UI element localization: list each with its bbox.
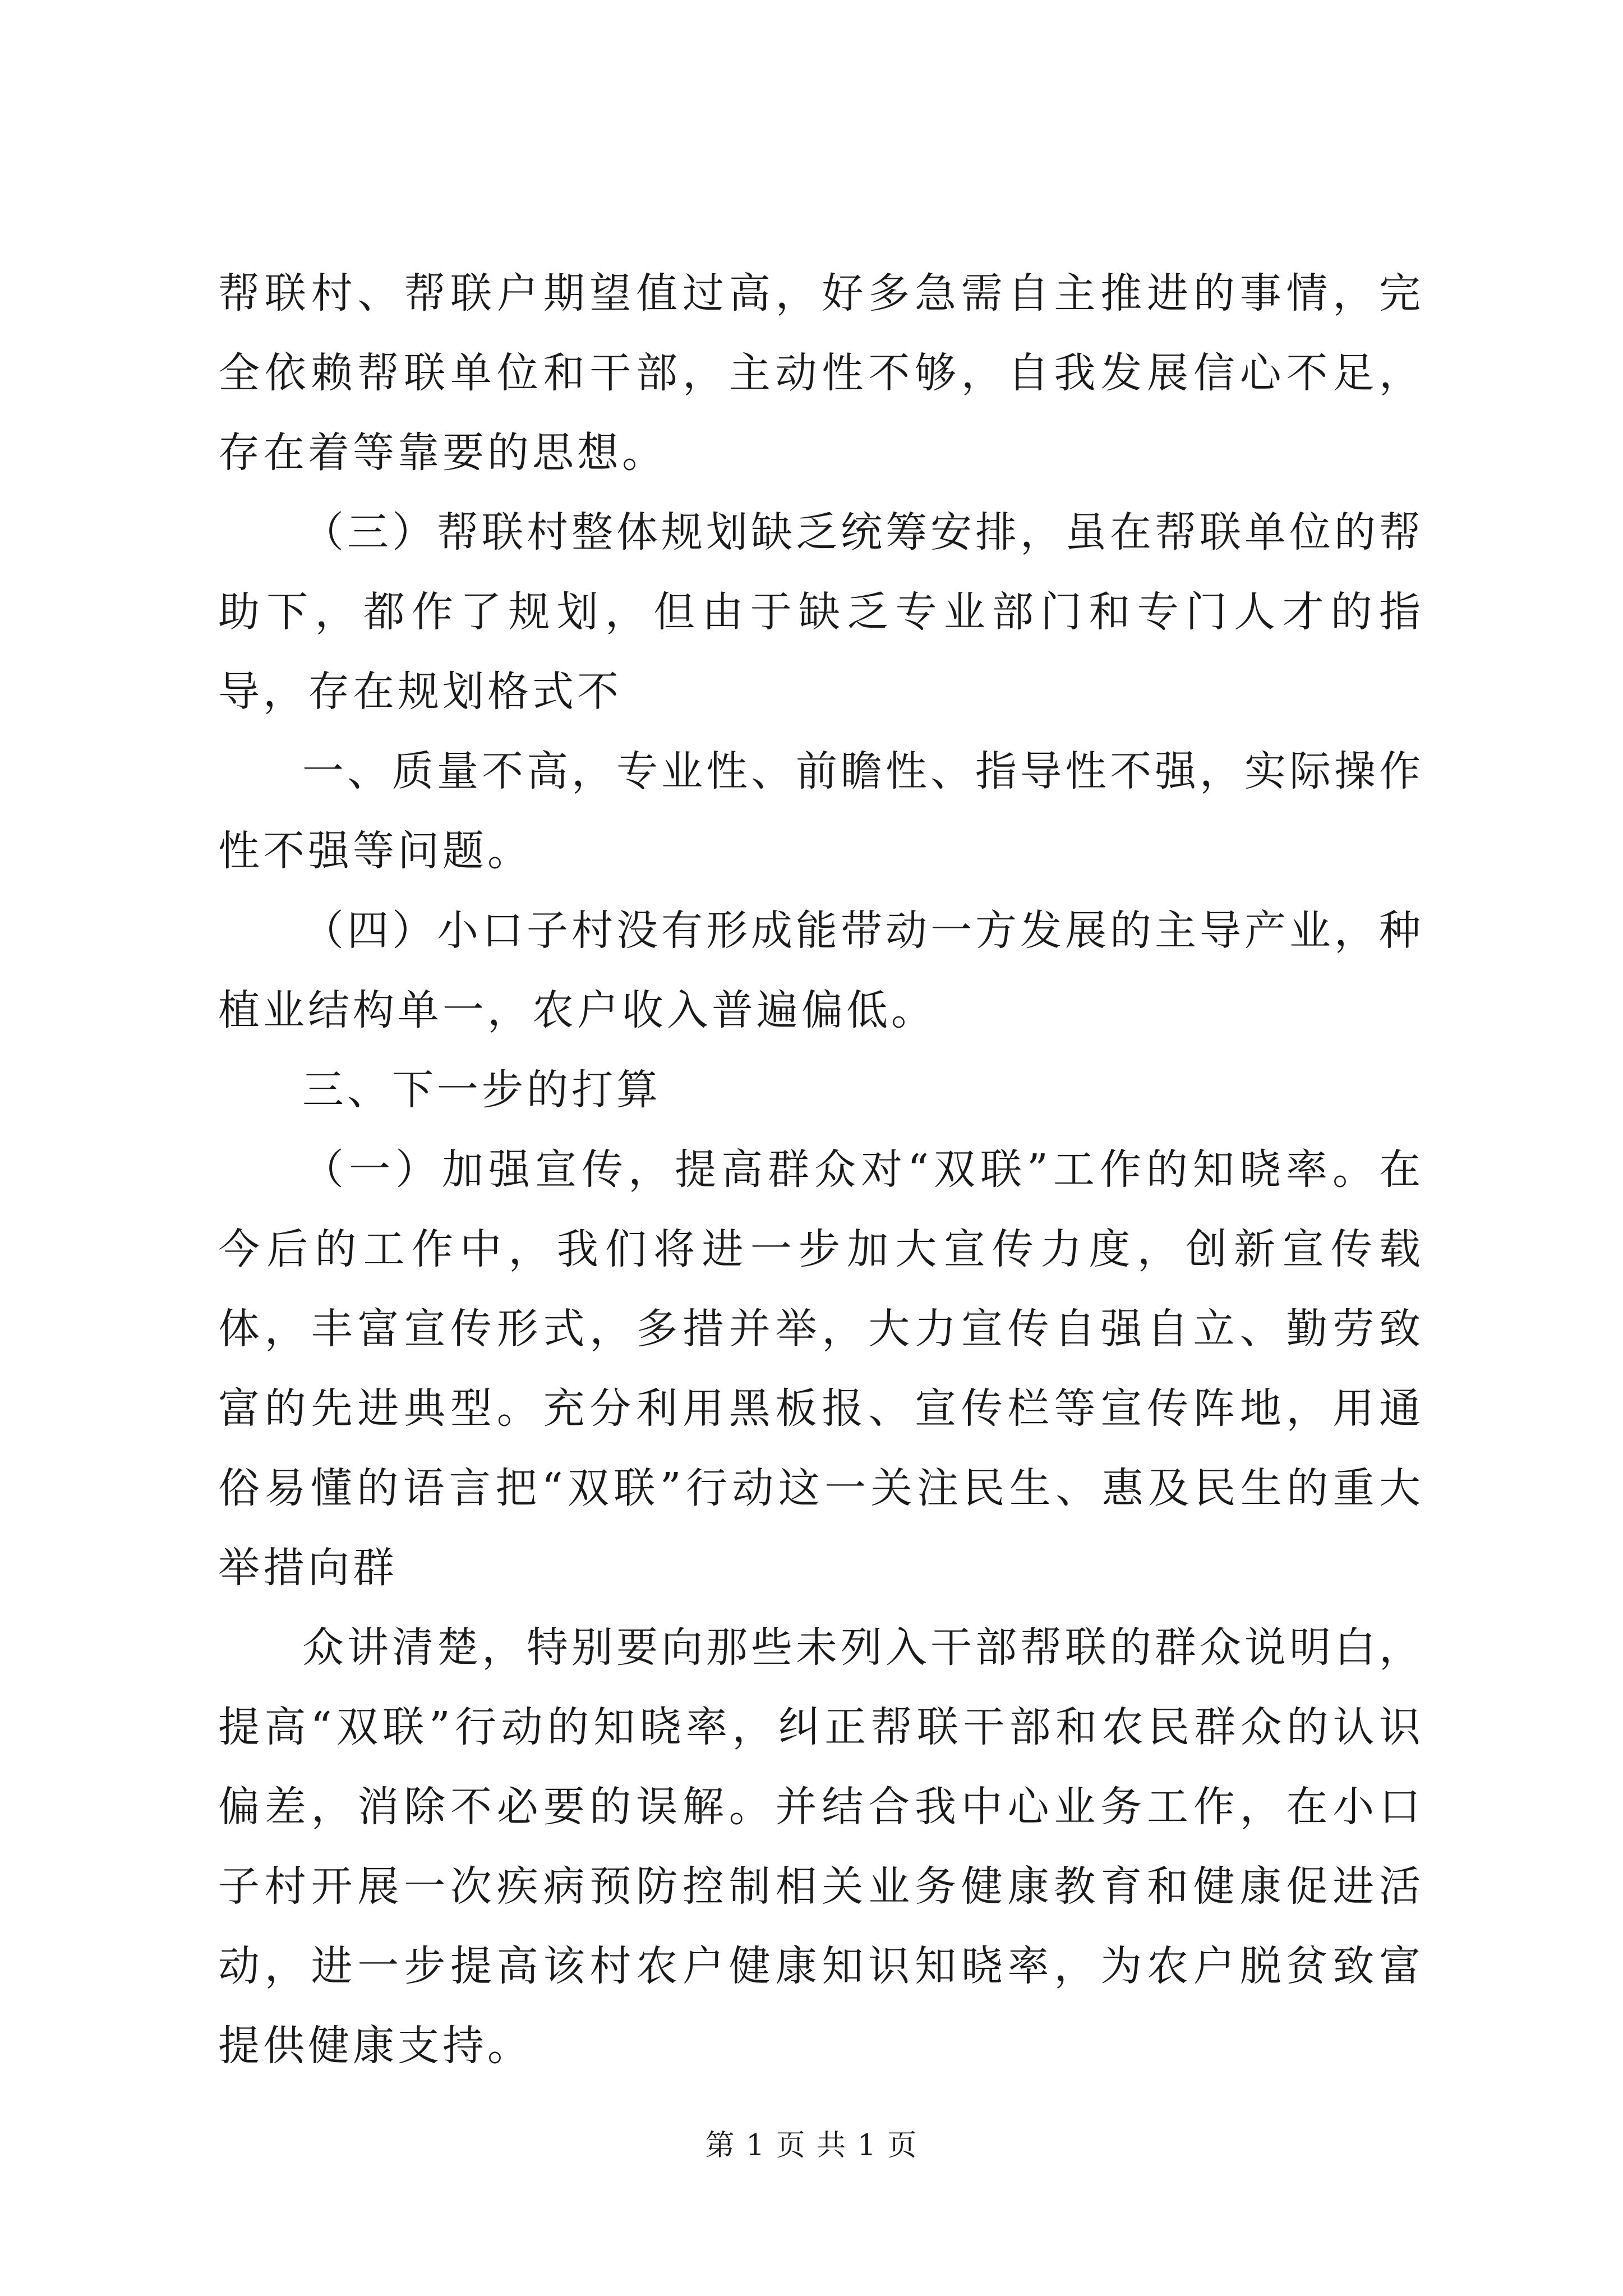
paragraph: （三）帮联村整体规划缺乏统筹安排，虽在帮联单位的帮助下，都作了规划，但由于缺乏专业部门和专门人才的指导，存在规划格式不: [218, 508, 1424, 716]
document-body: [218, 254, 1424, 2086]
paragraph: 帮联村、帮联户期望值过高，好多急需自主推进的事情，完全依赖帮联单位和干部，主动性不够，自我发展信心不足，存在着等靠要的思想。: [218, 269, 1424, 477]
paragraph: 一、质量不高，专业性、前瞻性、指导性不强，实际操作性不强等问题。: [218, 747, 1424, 875]
paragraph: （一）加强宣传，提高群众对“双联”工作的知晓率。在今后的工作中，我们将进一步加大宣传力度，创新宣传载体，丰富宣传形式，多措并举，大力宣传自强自立、勤劳致富的先进典型。充分利用黑板报、宣传栏等宣传阵地，用通俗易懂的语言把“双联”行动这一关注民生、惠及民生的重大举措向群: [218, 1145, 1424, 1592]
page-footer: 第 1 页 共 1 页: [705, 2129, 918, 2162]
section-heading: 三、下一步的打算: [302, 1066, 661, 1114]
paragraph: （四）小口子村没有形成能带动一方发展的主导产业，种植业结构单一，农户收入普遍偏低。: [218, 907, 1424, 1034]
paragraph: 众讲清楚，特别要向那些未列入干部帮联的群众说明白，提高“双联”行动的知晓率，纠正帮联干部和农民群众的认识偏差，消除不必要的误解。并结合我中心业务工作，在小口子村开展一次疾病预防控制相关业务健康教育和健康促进活动，进一步提高该村农户健康知识知晓率，为农户脱贫致富提供健康支持。: [218, 1623, 1424, 2070]
